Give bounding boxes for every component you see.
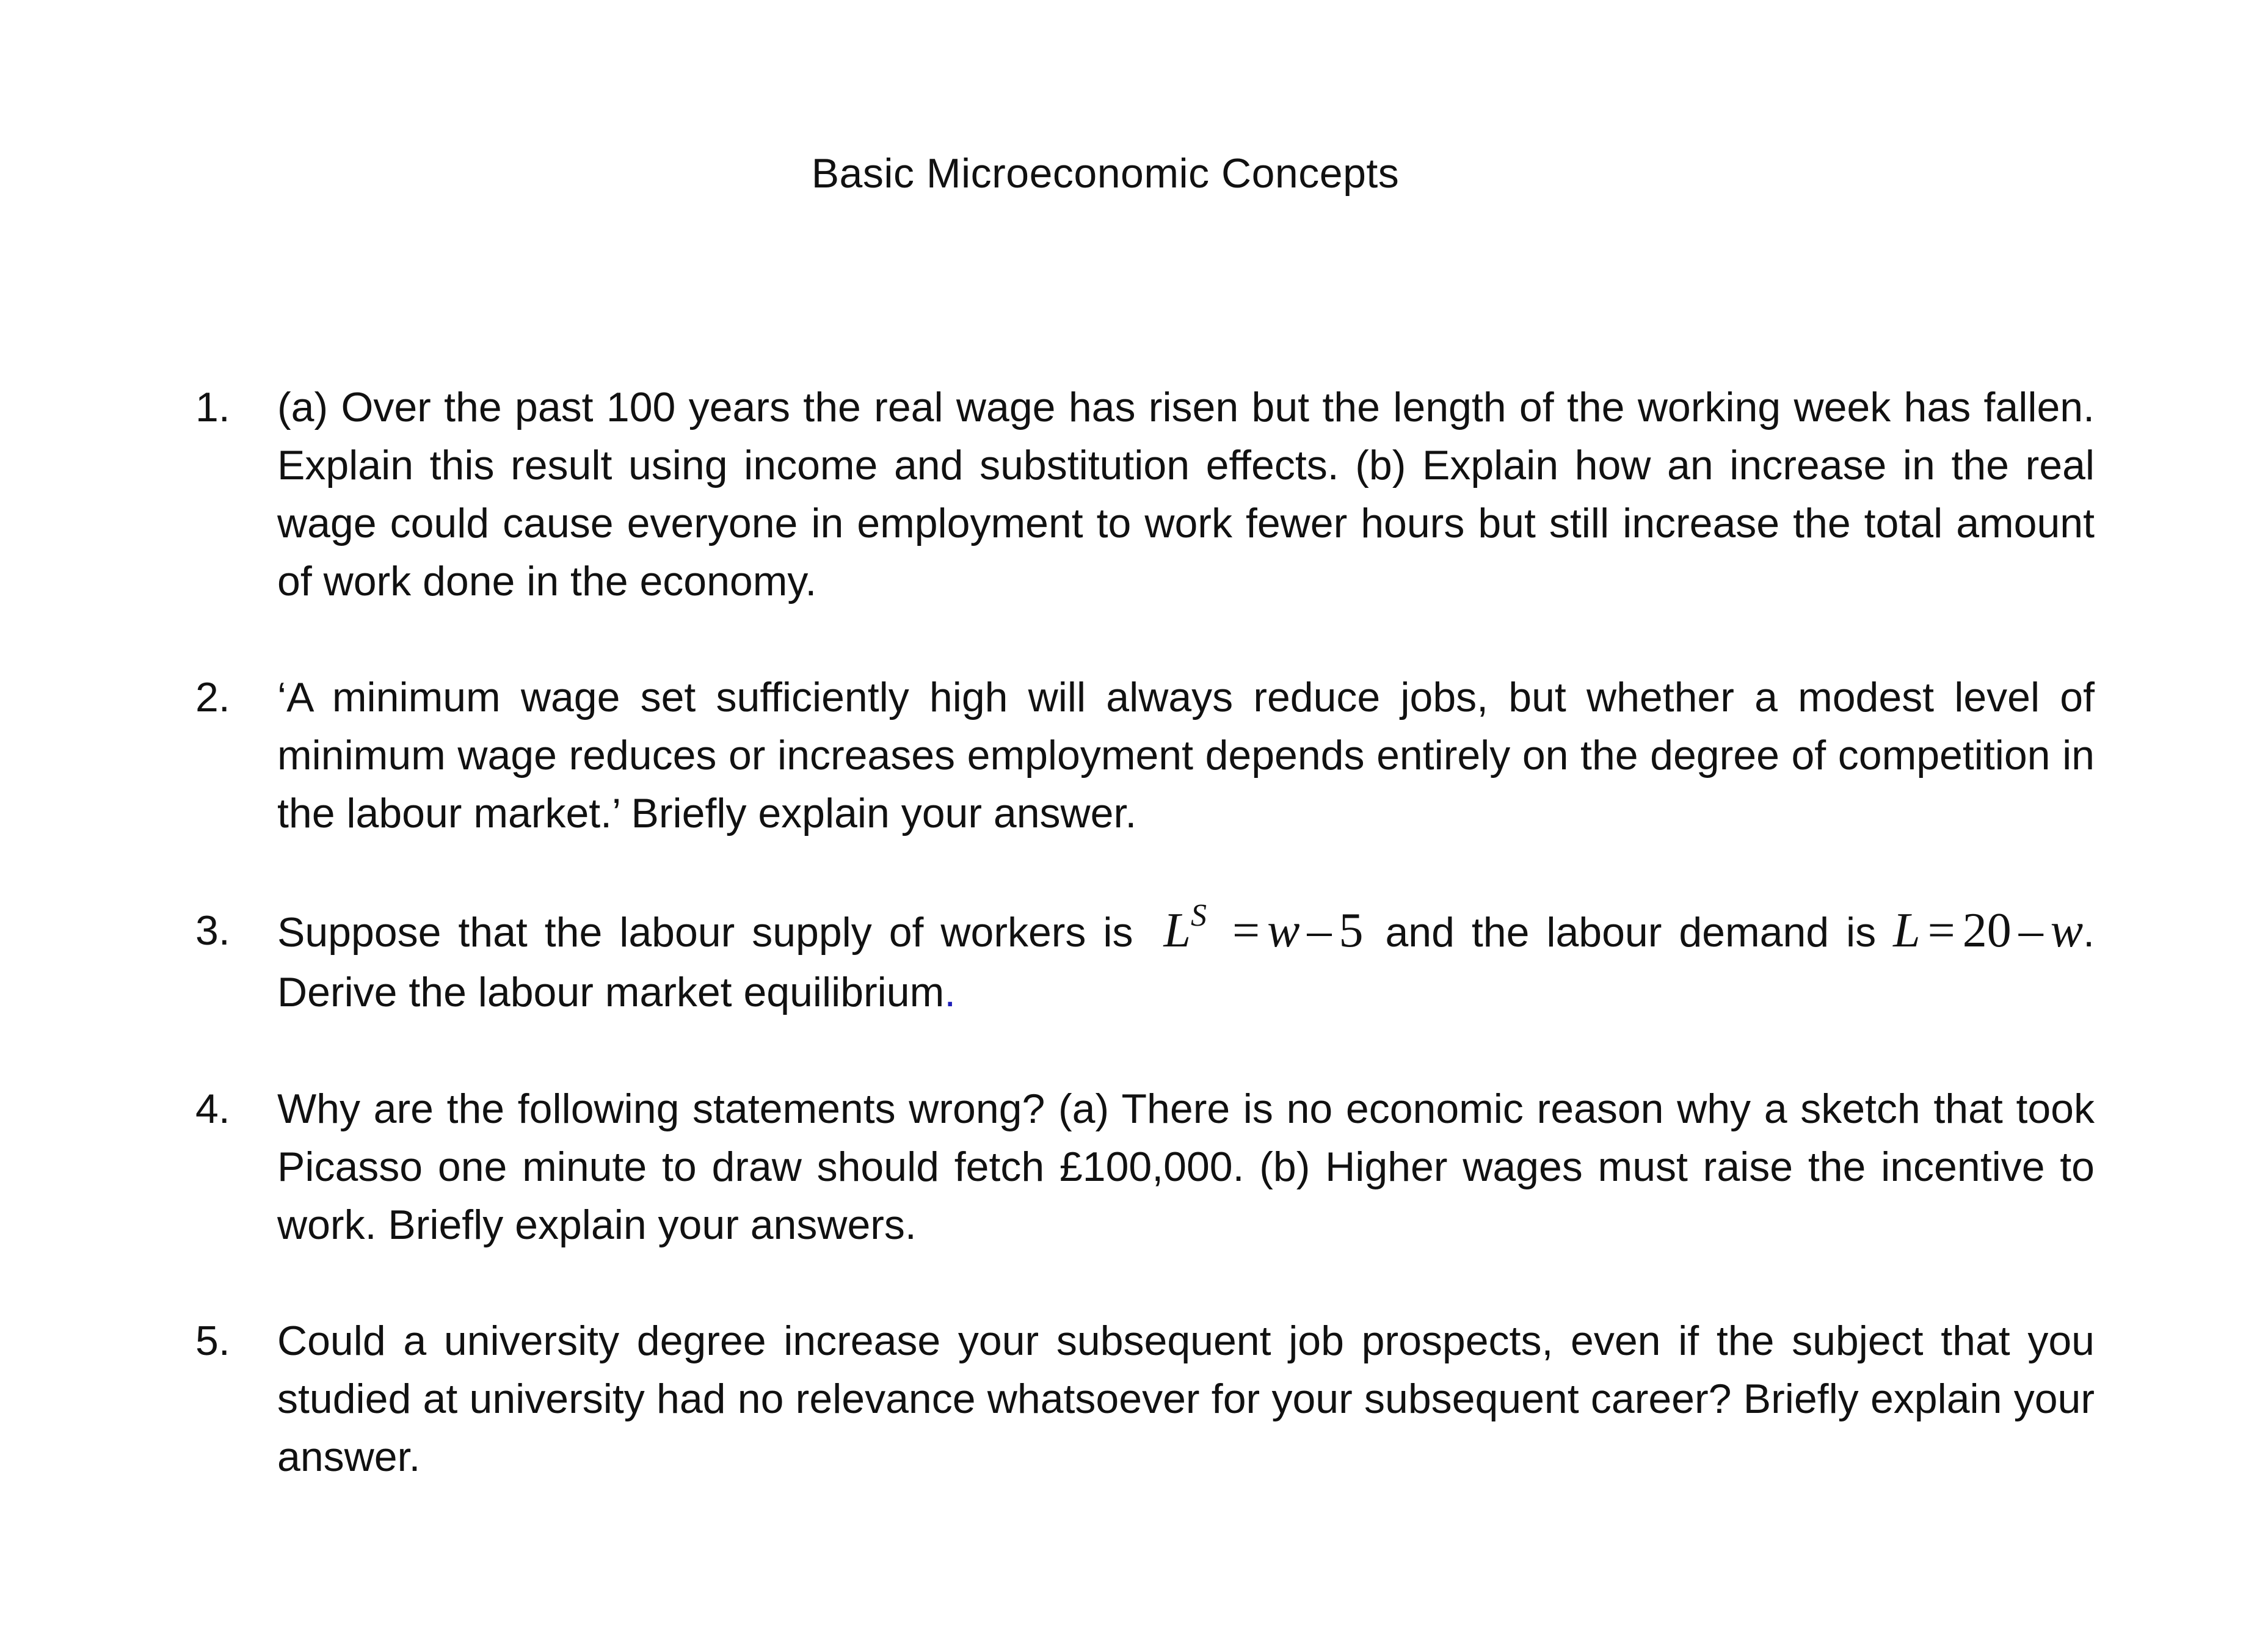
question-3-text-after: . Derive the labour market equilibrium <box>277 909 2095 1015</box>
demand-symbol: L <box>1893 904 1921 957</box>
question-3-text-before: Suppose that the labour supply of workers is <box>277 909 1133 956</box>
supply-minus: – <box>1307 904 1332 957</box>
question-number: 4. <box>195 1086 230 1132</box>
supply-w: w <box>1267 904 1300 957</box>
labour-supply-equation <box>1163 898 1364 957</box>
question-1 <box>195 379 2095 611</box>
question-3-text-middle: and the labour demand is <box>1385 909 1877 956</box>
demand-w: w <box>2050 904 2084 957</box>
question-text: (a) Over the past 100 years the real wage has risen but the length of the working week has fallen. Explain this result using income and substitution effects. (b) Explain how an increase in the real wage could cause everyone in employment to work fewer hours but still increase the total amount of work done in the economy. <box>277 384 2095 604</box>
question-text: ‘A minimum wage set sufficiently high will always reduce jobs, but whether a modest level of minimum wage reduces or increases employment depends entirely on the degree of competition in the labour market.’ Briefly explain your answer. <box>277 674 2095 837</box>
supply-superscript: S <box>1191 898 1207 933</box>
labour-demand-equation <box>1893 904 2083 957</box>
question-text: Could a university degree increase your subsequent job prospects, even if the subject that you studied at university had no relevance whatsoever for your subsequent career? Briefly explain your answer. <box>277 1318 2095 1480</box>
question-5 <box>195 1312 2095 1486</box>
demand-minus: – <box>2018 904 2043 957</box>
question-number: 3. <box>195 907 230 954</box>
question-text: Why are the following statements wrong? (a) There is no economic reason why a sketch that took Picasso one minute to draw should fetch £100,000. (b) Higher wages must raise the incentive to work. Briefly explain your answers. <box>277 1086 2095 1248</box>
supply-symbol: L <box>1163 904 1191 957</box>
document-title: Basic Microeconomic Concepts <box>811 150 1400 197</box>
question-3-end-punct: . <box>944 969 956 1015</box>
question-list <box>195 379 2095 1544</box>
question-number: 2. <box>195 674 230 721</box>
demand-equals: = <box>1927 904 1955 957</box>
question-number: 5. <box>195 1318 230 1364</box>
supply-constant: 5 <box>1339 904 1364 957</box>
question-4 <box>195 1080 2095 1254</box>
question-2 <box>195 669 2095 843</box>
question-3 <box>195 898 2095 1022</box>
question-number: 1. <box>195 384 230 430</box>
demand-constant: 20 <box>1962 904 2012 957</box>
supply-equals: = <box>1232 904 1260 957</box>
question-text <box>277 898 2095 1022</box>
